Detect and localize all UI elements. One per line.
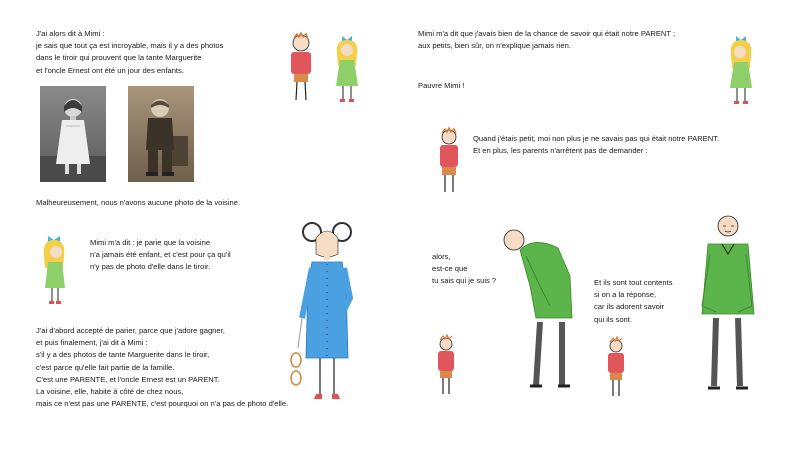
conclusion-line: C'est une PARENTE, et l'oncle Ernest est un PARENT. <box>36 374 220 384</box>
neighbor-note: Malheureusement, nous n'avons aucune photo de la voisine. <box>36 198 241 207</box>
when-small-line: Quand j'étais petit, moi non plus je ne savais pas qui était notre PARENT. <box>473 134 720 143</box>
adult-bending-figure <box>500 226 586 398</box>
intro-line: dans le tiroir qui prouvent que la tante Marguerite <box>36 53 202 63</box>
mimi-said-line: aux petits, bien sûr, on n'explique jamais rien. <box>418 41 571 51</box>
conclusion-line: et puis finalement, j'ai dit à Mimi : <box>36 338 148 348</box>
photo-aunt-marguerite-child <box>40 86 106 182</box>
conclusion-line: J'ai d'abord accepté de parier, parce que j'adore gagner, <box>36 326 225 335</box>
question-line: alors, <box>432 252 451 261</box>
photo-uncle-ernest-child <box>128 86 194 182</box>
mimi-said-line: Mimi m'a dit que j'avais bien de la chance de savoir qui était notre PARENT ; <box>418 29 676 38</box>
conclusion-paragraph <box>36 325 288 410</box>
answer-line: Et ils sont tout contents <box>594 278 673 287</box>
conclusion-line: mais ce n'est pas une PARENTE, c'est pourquoi on n'a pas de photo d'elle. <box>36 399 289 409</box>
boy-figure <box>286 30 316 104</box>
bet-line: Mimi m'a dit : je parie que la voisine <box>90 238 211 247</box>
conclusion-line: s'il y a des photos de tante Marguerite dans le tiroir, <box>36 350 210 360</box>
when-small-paragraph <box>473 133 719 157</box>
when-small-line: Et en plus, les parents n'arrêtent pas de demander : <box>473 146 648 156</box>
question-paragraph <box>432 251 496 288</box>
boy-figure-small-a <box>434 334 458 398</box>
bet-line: n'a jamais été enfant, et c'est pour ça qu'il <box>90 250 231 260</box>
answer-paragraph <box>594 277 673 326</box>
bet-line: n'y pas de photo d'elle dans le tiroir. <box>90 262 211 272</box>
adult-standing-figure <box>692 214 760 400</box>
girl-figure-small <box>40 232 70 306</box>
answer-line: car ils adorent savoir <box>594 302 665 312</box>
intro-line: je sais que tout ça est incroyable, mais il y a des photos <box>36 41 224 51</box>
answer-line: si on a la réponse, <box>594 290 657 300</box>
question-line: est-ce que <box>432 264 468 274</box>
mimi-bet-paragraph <box>90 237 231 274</box>
intro-line: J'ai alors dit à Mimi : <box>36 29 105 38</box>
mimi-said-paragraph <box>418 28 675 52</box>
boy-figure-small-b <box>604 336 628 400</box>
girl-figure <box>332 30 362 104</box>
pauvre-mimi: Pauvre Mimi ! <box>418 81 465 90</box>
girl-figure-right <box>726 32 756 106</box>
question-line: tu sais qui je suis ? <box>432 276 497 286</box>
intro-line: et l'oncle Ernest ont été un jour des enfants. <box>36 65 184 75</box>
neighbor-figure <box>290 218 364 402</box>
boy-figure-right <box>434 126 464 196</box>
conclusion-line: La voisine, elle, habite à côté de chez nous, <box>36 387 184 397</box>
conclusion-line: c'est parce qu'elle fait partie de la famille. <box>36 362 175 372</box>
answer-line: qui ils sont. <box>594 314 632 324</box>
intro-paragraph <box>36 28 223 77</box>
